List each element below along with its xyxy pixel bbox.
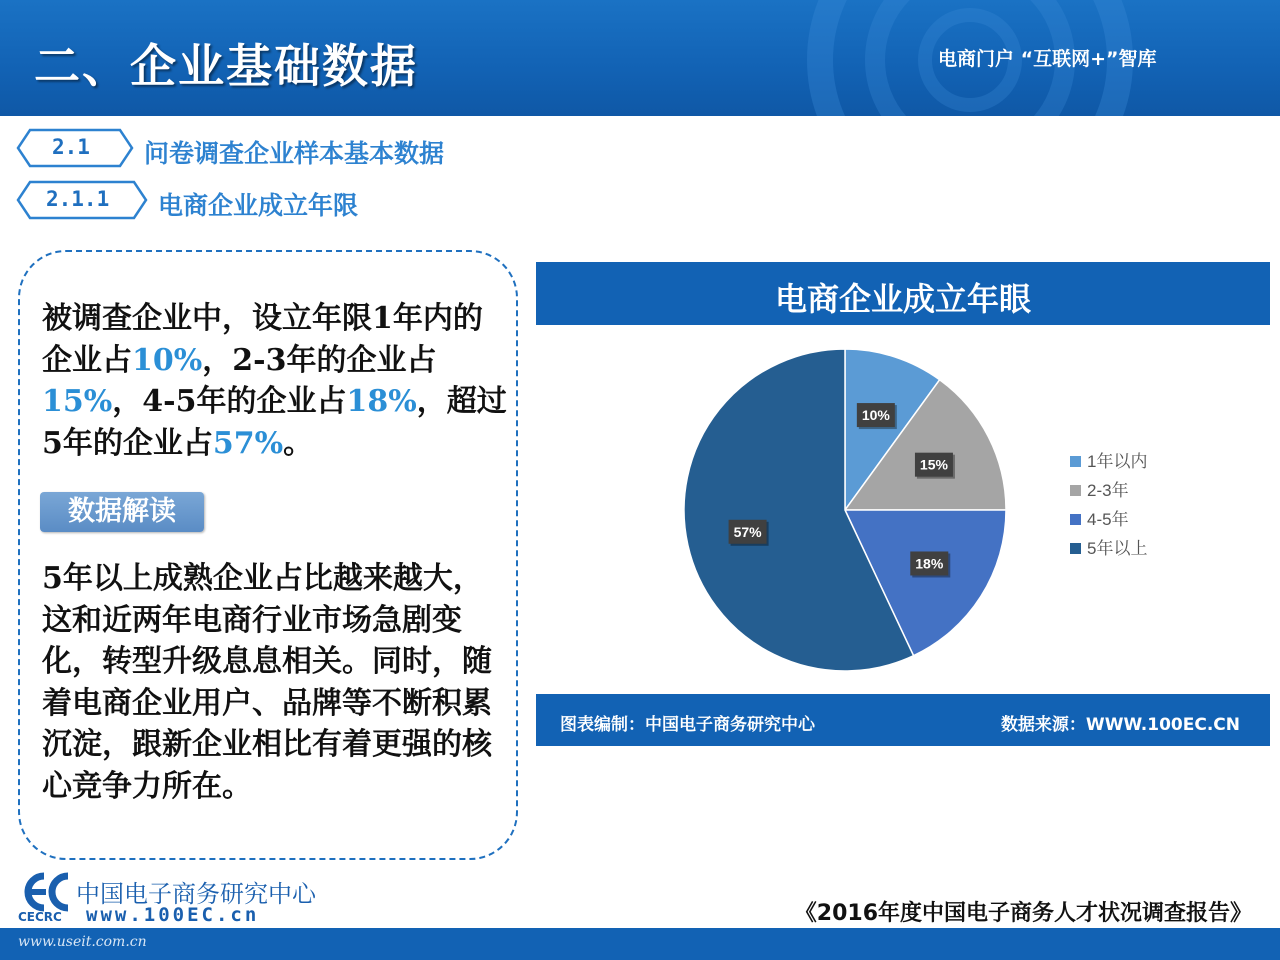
section-title: 问卷调查企业样本基本数据 <box>144 139 445 168</box>
summary-text: 被调查企业中，设立年限1年内的企业占 <box>42 301 483 378</box>
pie-chart <box>536 325 1270 694</box>
summary-text: ，2-3年的企业占 <box>202 342 437 378</box>
svg-text:18%: 18% <box>915 555 944 572</box>
portal-tagline: 电商门户 “互联网+”智库 <box>938 48 1157 70</box>
summary-box <box>18 250 518 860</box>
page-title: 二、企业基础数据 <box>34 39 418 93</box>
interpretation-paragraph: 5年以上成熟企业占比越来越大，这和近两年电商行业市场急剧变化，转型升级息息相关。同时，随着电商企业用户、品牌等不断积累沉淀，跟新企业相比有着更强的核心竞争力所在。 <box>42 561 492 804</box>
svg-text:57%: 57% <box>733 523 762 540</box>
pie-data-label <box>910 551 950 577</box>
section-code: 2.1.1 <box>46 187 110 211</box>
legend-item <box>1070 480 1129 500</box>
svg-text:1年以内: 1年以内 <box>1087 452 1148 471</box>
chart-source: 数据来源：WWW.100EC.CN <box>1000 715 1240 735</box>
legend-item <box>1070 538 1147 558</box>
section-tag-2-1 <box>16 128 536 168</box>
chart-compiler: 图表编制：中国电子商务研究中心 <box>560 715 815 735</box>
summary-text: ，4-5年的企业占 <box>112 384 347 419</box>
org-url: www.100EC.cn <box>86 904 260 926</box>
summary-value: 18% <box>346 384 417 419</box>
pie-data-label <box>729 520 769 546</box>
svg-text:4-5年: 4-5年 <box>1087 510 1129 529</box>
org-abbr: CECRC <box>18 910 62 924</box>
pie-data-label <box>915 453 955 479</box>
legend-item <box>1070 509 1129 529</box>
watermark: www.useit.com.cn <box>18 934 147 950</box>
bottom-bar <box>0 928 1280 960</box>
chart-footer <box>536 694 1270 746</box>
chart-title: 电商企业成立年眼 <box>774 280 1031 318</box>
section-code: 2.1 <box>52 135 90 159</box>
cecrc-logo-icon <box>16 872 74 912</box>
chart-header <box>536 262 1270 325</box>
summary-value: 57% <box>212 425 284 461</box>
report-title: 《2016年度中国电子商务人才状况调查报告》 <box>794 901 1252 926</box>
section-tag-2-1-1 <box>16 180 536 220</box>
legend-item <box>1070 451 1147 471</box>
svg-text:15%: 15% <box>919 456 948 473</box>
section-title: 电商企业成立年限 <box>158 191 359 220</box>
summary-value: 10% <box>132 342 203 378</box>
summary-value: 15% <box>42 384 113 419</box>
svg-text:2-3年: 2-3年 <box>1087 481 1129 500</box>
summary-paragraph <box>42 298 512 464</box>
pie-data-label <box>857 403 897 429</box>
header-bar <box>0 0 1280 116</box>
svg-text:5年以上: 5年以上 <box>1087 539 1148 558</box>
summary-text: 。 <box>283 425 314 461</box>
summary-text: ，超过5年的企业占 <box>42 384 507 461</box>
svg-text:10%: 10% <box>861 407 890 424</box>
org-name: 中国电子商务研究中心 <box>76 880 316 908</box>
interpretation-badge: 数据解读 <box>40 492 204 532</box>
